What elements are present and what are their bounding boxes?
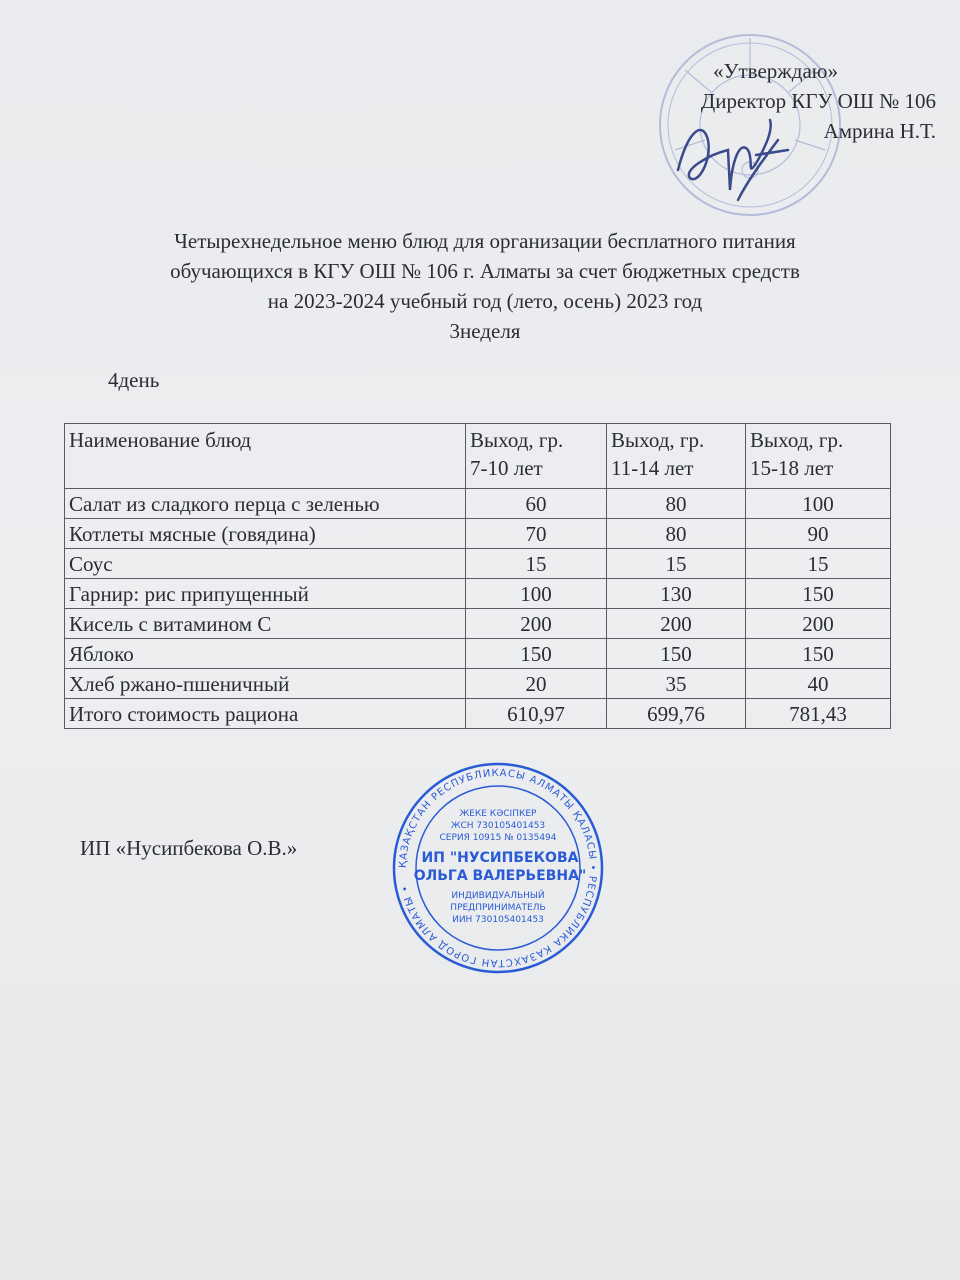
stamp-name-2: ОЛЬГА ВАЛЕРЬЕВНА" bbox=[413, 868, 587, 884]
document-title bbox=[60, 226, 910, 346]
stamp-outer-text: ҚАЗАҚСТАН РЕСПУБЛИКАСЫ АЛМАТЫ ҚАЛАСЫ • РЕСПУБЛИКА КАЗАХСТАН ГОРОД АЛМАТЫ • bbox=[397, 767, 599, 969]
header-output-15-18: Выход, гр. 15-18 лет bbox=[746, 424, 891, 489]
output-15-18: 15 bbox=[746, 549, 891, 579]
output-7-10: 100 bbox=[466, 579, 607, 609]
output-15-18: 40 bbox=[746, 669, 891, 699]
dish-name: Котлеты мясные (говядина) bbox=[65, 519, 466, 549]
total-15-18: 781,43 bbox=[746, 699, 891, 729]
dish-name: Хлеб ржано-пшеничный bbox=[65, 669, 466, 699]
approval-position: Директор КГУ ОШ № 106 bbox=[700, 89, 936, 113]
stamp-line-1: ЖЕКЕ КӘСІПКЕР bbox=[459, 809, 537, 819]
total-7-10: 610,97 bbox=[466, 699, 607, 729]
output-11-14: 200 bbox=[607, 609, 746, 639]
signatory-label: ИП «Нусипбекова О.В.» bbox=[80, 836, 298, 860]
header-dish-name: Наименование блюд bbox=[65, 424, 466, 489]
dish-name: Яблоко bbox=[65, 639, 466, 669]
header-output-11-14: Выход, гр. 11-14 лет bbox=[607, 424, 746, 489]
dish-name: Гарнир: рис припущенный bbox=[65, 579, 466, 609]
title-line-2: обучающихся в КГУ ОШ № 106 г. Алматы за счет бюджетных средств bbox=[170, 259, 800, 283]
title-line-3: на 2023-2024 учебный год (лето, осень) 2023 год bbox=[267, 289, 703, 313]
total-11-14: 699,76 bbox=[607, 699, 746, 729]
stamp-line-5: ПРЕДПРИНИМАТЕЛЬ bbox=[450, 903, 546, 913]
stamp-line-6: ИИН 730105401453 bbox=[452, 915, 544, 925]
table-row bbox=[65, 579, 891, 609]
header-output-7-10: Выход, гр. 7-10 лет bbox=[466, 424, 607, 489]
table-total-row bbox=[65, 699, 891, 729]
table-row bbox=[65, 489, 891, 519]
stamp-line-4: ИНДИВИДУАЛЬНЫЙ bbox=[451, 891, 545, 901]
entrepreneur-stamp-icon bbox=[388, 758, 608, 978]
output-15-18: 150 bbox=[746, 579, 891, 609]
table-header-row bbox=[65, 424, 891, 489]
table-row bbox=[65, 669, 891, 699]
day-label: 4день bbox=[108, 368, 160, 392]
dish-name: Соус bbox=[65, 549, 466, 579]
table-row bbox=[65, 639, 891, 669]
stamp-line-3: СЕРИЯ 10915 № 0135494 bbox=[439, 833, 557, 843]
dish-name: Салат из сладкого перца с зеленью bbox=[65, 489, 466, 519]
output-11-14: 150 bbox=[607, 639, 746, 669]
table-row bbox=[65, 519, 891, 549]
menu-table bbox=[64, 423, 891, 729]
output-11-14: 130 bbox=[607, 579, 746, 609]
output-7-10: 60 bbox=[466, 489, 607, 519]
dish-name: Кисель с витамином С bbox=[65, 609, 466, 639]
stamp-name-1: ИП "НУСИПБЕКОВА bbox=[421, 850, 579, 866]
stamp-line-2: ЖСН 730105401453 bbox=[450, 821, 546, 831]
approval-name: Амрина Н.Т. bbox=[823, 119, 936, 143]
total-label: Итого стоимость рациона bbox=[65, 699, 466, 729]
table-row bbox=[65, 549, 891, 579]
approval-title: «Утверждаю» bbox=[713, 59, 838, 83]
title-week: 3неделя bbox=[449, 319, 521, 343]
output-7-10: 150 bbox=[466, 639, 607, 669]
signature-icon bbox=[668, 100, 798, 210]
output-7-10: 200 bbox=[466, 609, 607, 639]
output-15-18: 90 bbox=[746, 519, 891, 549]
output-15-18: 150 bbox=[746, 639, 891, 669]
output-7-10: 15 bbox=[466, 549, 607, 579]
output-15-18: 100 bbox=[746, 489, 891, 519]
output-11-14: 35 bbox=[607, 669, 746, 699]
output-7-10: 20 bbox=[466, 669, 607, 699]
output-11-14: 80 bbox=[607, 489, 746, 519]
output-11-14: 15 bbox=[607, 549, 746, 579]
title-line-1: Четырехнедельное меню блюд для организации бесплатного питания bbox=[174, 229, 796, 253]
output-7-10: 70 bbox=[466, 519, 607, 549]
table-row bbox=[65, 609, 891, 639]
output-11-14: 80 bbox=[607, 519, 746, 549]
output-15-18: 200 bbox=[746, 609, 891, 639]
